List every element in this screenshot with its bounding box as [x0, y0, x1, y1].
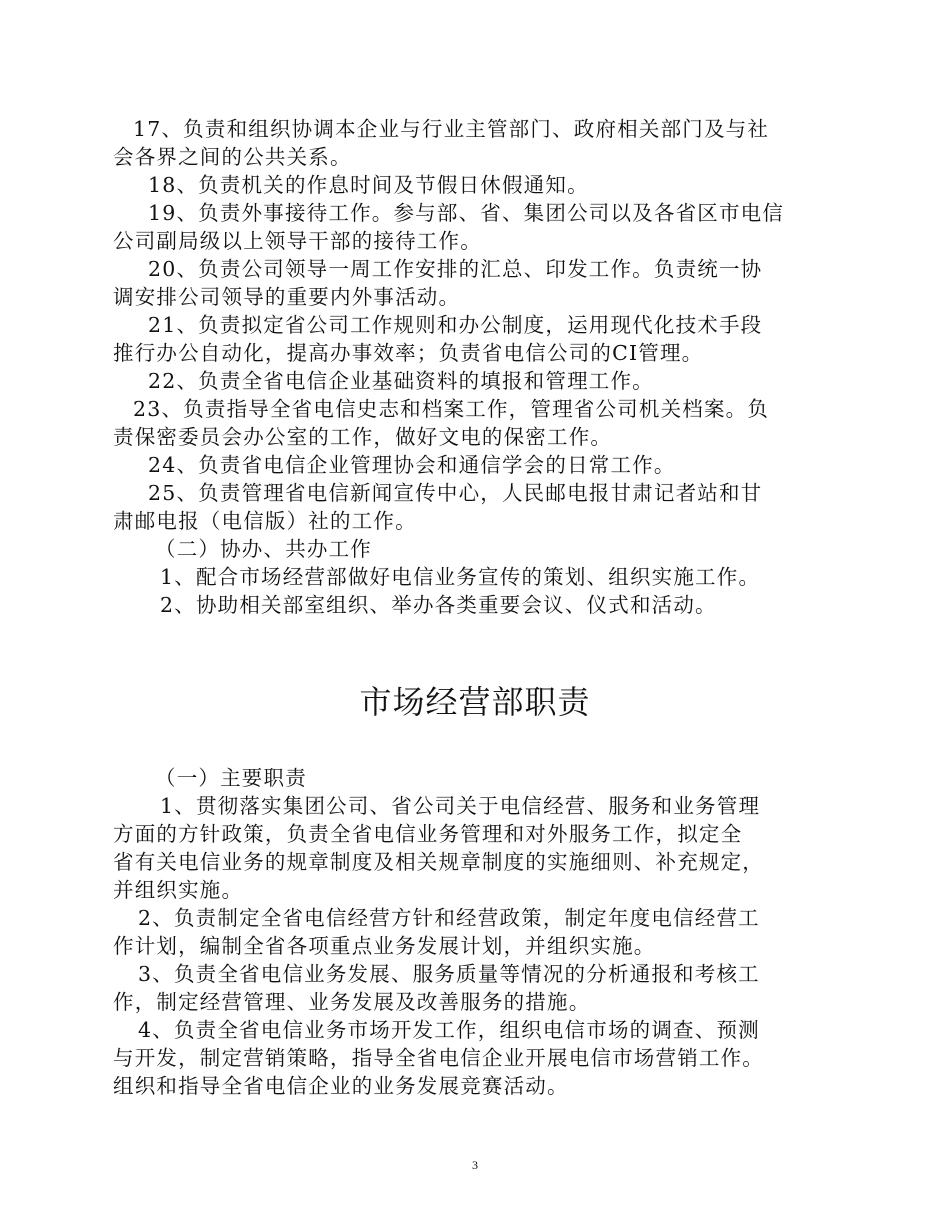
text-line: 方面的方针政策，负责全省电信业务管理和对外服务工作，拟定全	[113, 822, 743, 846]
text-line: 19、负责外事接待工作。参与部、省、集团公司以及各省区市电信	[148, 201, 785, 225]
text-line: 省有关电信业务的规章制度及相关规章制度的实施细则、补充规定，	[113, 850, 764, 874]
section-title: 市场经营部职责	[359, 683, 591, 721]
text-line: 作计划，编制全省各项重点业务发展计划，并组织实施。	[113, 934, 656, 958]
text-line: 22、负责全省电信企业基础资料的填报和管理工作。	[148, 369, 654, 393]
text-line: （一）主要职责	[155, 766, 307, 790]
text-line: 调安排公司领导的重要内外事活动。	[113, 285, 461, 309]
text-line: 责保密委员会办公室的工作，做好文电的保密工作。	[113, 425, 613, 449]
text-line: （二）协办、共办工作	[155, 537, 372, 561]
text-line: 21、负责拟定省公司工作规则和办公制度，运用现代化技术手段	[148, 313, 763, 337]
text-line: 17、负责和组织协调本企业与行业主管部门、政府相关部门及与社	[133, 117, 770, 141]
text-line: 4、负责全省电信业务市场开发工作，组织电信市场的调查、预测	[138, 1018, 760, 1042]
text-line: 并组织实施。	[113, 878, 244, 902]
text-line: 18、负责机关的作息时间及节假日休假通知。	[148, 173, 589, 197]
text-line: 23、负责指导全省电信史志和档案工作，管理省公司机关档案。负	[133, 397, 770, 421]
text-line: 1、贯彻落实集团公司、省公司关于电信经营、服务和业务管理	[160, 794, 761, 818]
page-number: 3	[472, 1158, 478, 1172]
text-line: 肃邮电报（电信版）社的工作。	[113, 509, 417, 533]
text-line: 20、负责公司领导一周工作安排的汇总、印发工作。负责统一协	[148, 257, 763, 281]
text-line: 作，制定经营管理、业务发展及改善服务的措施。	[113, 990, 591, 1014]
text-line: 会各界之间的公共关系。	[113, 145, 352, 169]
text-line: 24、负责省电信企业管理协会和通信学会的日常工作。	[148, 453, 676, 477]
text-line: 3、负责全省电信业务发展、服务质量等情况的分析通报和考核工	[138, 962, 760, 986]
text-line: 推行办公自动化，提高办事效率；负责省电信公司的CI管理。	[113, 341, 704, 365]
text-line: 公司副局级以上领导干部的接待工作。	[113, 229, 482, 253]
text-line: 1、配合市场经营部做好电信业务宣传的策划、组织实施工作。	[160, 565, 761, 589]
text-line: 25、负责管理省电信新闻宣传中心，人民邮电报甘肃记者站和甘	[148, 481, 763, 505]
text-line: 2、负责制定全省电信经营方针和经营政策，制定年度电信经营工	[138, 906, 760, 930]
text-line: 与开发，制定营销策略，指导全省电信企业开展电信市场营销工作。	[113, 1046, 764, 1070]
text-line: 2、协助相关部室组织、举办各类重要会议、仪式和活动。	[160, 593, 717, 617]
text-line: 组织和指导全省电信企业的业务发展竞赛活动。	[113, 1074, 569, 1098]
